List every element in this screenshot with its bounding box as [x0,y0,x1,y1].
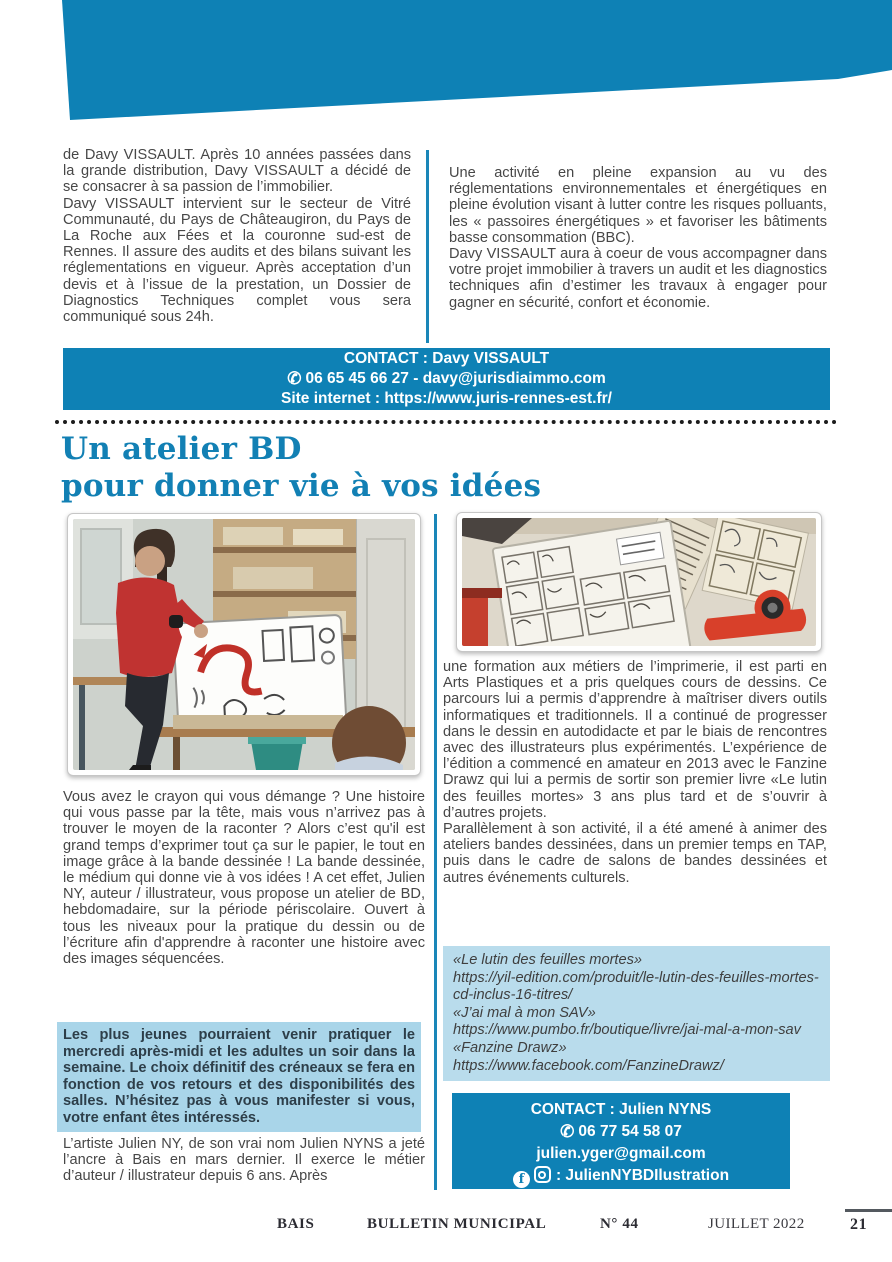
phone-icon: ✆ [560,1122,575,1141]
instagram-icon[interactable] [534,1166,551,1183]
contact-box-julien [452,1093,790,1189]
article-title-line1: Un atelier BD [61,431,302,467]
top-banner-shape [0,0,892,125]
bd-left-column-2 [63,1136,425,1185]
workshop-photo [67,513,421,776]
footer-page-number: 21 [850,1216,868,1233]
footer-town: BAIS [277,1216,315,1232]
contact-box-davy [63,348,830,410]
immo-right-column [449,165,827,311]
contact-davy-email[interactable]: davy@jurisdiaimmo.com [422,370,606,387]
contact-davy-title: CONTACT : Davy VISSAULT [343,350,550,367]
footer-date: JUILLET 2022 [708,1216,805,1232]
comic-pages-photo-illustration [462,518,816,646]
bd-right-paragraph-1: une formation aux métiers de l’imprimerie, il est parti en Arts Plastiques et a pris quelques cours de dessins. Ce parcours lui a permis d’apprendre à maîtriser divers outils informatiques et traditionnels. Il a continué de progresser dans le dessin en autodidacte et par le biais de rencontres avec des illustrateurs plus expérimentés. L’expérience de l’édition a commencé en amateur en 2013 avec le Fanzine Drawz qui lui a permis de sortir son premier livre «Le lutin des feuilles mortes» 3 ans plus tard et de s’ouvrir à d’autres projets. [443,659,827,821]
link-url-1[interactable]: https://yil-edition.com/produit/le-lutin-des-feuilles-mortes-cd-inclus-16-titres/ [453,969,819,1004]
bd-left-paragraph-1: Vous avez le crayon qui vous démange ? Une histoire qui vous passe par la tête, mais vous n’arrivez pas à trouver le moyen de la raconter ? Alors c’est qu'il est grand temps d’exprimer tout ça sur le papier, le tout en image grâce à la bande dessinée ! La bande dessinée, le médium qui donne vie à vos idées ! A cet effet, Julien NY, auteur / illustrateur, vous propose un atelier de BD, hebdomadaire, sur la période périscolaire. Ouvert à tous les niveaux pour la pratique du dessin ou de l’écriture afin d'apprendre à raconter une histoire avec des images séquencées. [63,789,425,968]
link-title-1: «Le lutin des feuilles mortes» [453,952,643,968]
immo-right-paragraph-2: Davy VISSAULT aura à coeur de vous accompagner dans votre projet immobilier à travers un audit et les diagnostics techniques afin d’estimer les travaux à engager pour gagner en sécurité, confort et économie. [449,246,827,311]
link-title-2: «J’ai mal à mon SAV» [453,1004,596,1021]
column-divider-top [426,150,429,343]
bd-left-column [63,789,425,967]
immo-right-paragraph-1: Une activité en pleine expansion au vu des réglementations environnementales et énergétiques en pleine évolution visant à lutter contre les risques polluants, les « passoires énergétiques » et favoriser les bâtiments basse consommation (BBC). [449,165,827,246]
immo-left-column [63,147,411,325]
contact-julien-phone: 06 77 54 58 07 [578,1123,682,1140]
bd-left-paragraph-2: L’artiste Julien NY, de son vrai nom Julien NYNS a jeté l’ancre à Bais en mars dernier. Il exerce le métier d’auteur / illustrateur depuis 6 ans. Après [63,1136,425,1185]
immo-left-paragraph-1: de Davy VISSAULT. Après 10 années passées dans la grande distribution, Davy VISSAULT a décidé de se consacrer à sa passion de l’immobilier. [63,147,411,196]
link-title-3: «Fanzine Drawz» [453,1039,567,1056]
phone-icon: ✆ [287,369,302,388]
link-url-3[interactable]: https://www.facebook.com/FanzineDrawz/ [453,1057,724,1074]
highlight-box: Les plus jeunes pourraient venir pratiquer le mercredi après-midi et les adultes un soir dans la semaine. Le choix définitif des créneaux se fera en fonction de vos retours et des disponibilités des salles. N’hésitez pas à vous manifester si vous, votre enfant êtes intéressés. [57,1022,421,1132]
bd-right-column [443,659,827,886]
column-divider-bottom [434,514,437,1190]
workshop-photo-illustration [73,519,415,770]
contact-davy-website[interactable]: https://www.juris-rennes-est.fr/ [384,390,612,407]
dotted-divider [55,420,837,424]
website-label: Site internet : [280,390,381,407]
footer-issue-number: N° 44 [600,1216,639,1232]
contact-julien-social-handle: : JulienNYBDIlustration [555,1167,730,1184]
facebook-icon[interactable]: f [513,1171,530,1188]
article-title-line2: pour donner vie à vos idées [61,468,542,504]
contact-julien-email[interactable]: julien.yger@gmail.com [536,1145,706,1162]
article-title [61,431,541,505]
comic-pages-photo [456,512,822,652]
footer-page-rule [845,1209,892,1212]
bd-right-paragraph-2: Parallèlement à son activité, il a été amené à animer des ateliers bandes dessinées, dans un premier temps en TAP, puis dans le cadre de salons de bandes dessinées et autres événements culturels. [443,821,827,886]
contact-davy-phone: 06 65 45 66 27 [305,370,409,387]
link-url-2[interactable]: https://www.pumbo.fr/boutique/livre/jai-mal-a-mon-sav [453,1022,801,1039]
immo-left-paragraph-2: Davy VISSAULT intervient sur le secteur de Vitré Communauté, du Pays de Châteaugiron, du Pays de La Roche aux Fées et la couronne sud-est de Rennes. Il assure des audits et des bilans suivant les réglementations en vigueur. Après acceptation d’un devis et à l’issue de la prestation, un Dossier de Diagnostics Techniques complet vous sera communiqué sous 24h. [63,195,411,326]
contact-julien-title: CONTACT : Julien NYNS [530,1101,712,1118]
dash-separator: - [413,370,419,387]
links-box [443,946,830,1081]
footer-bulletin-title: BULLETIN MUNICIPAL [367,1216,547,1232]
